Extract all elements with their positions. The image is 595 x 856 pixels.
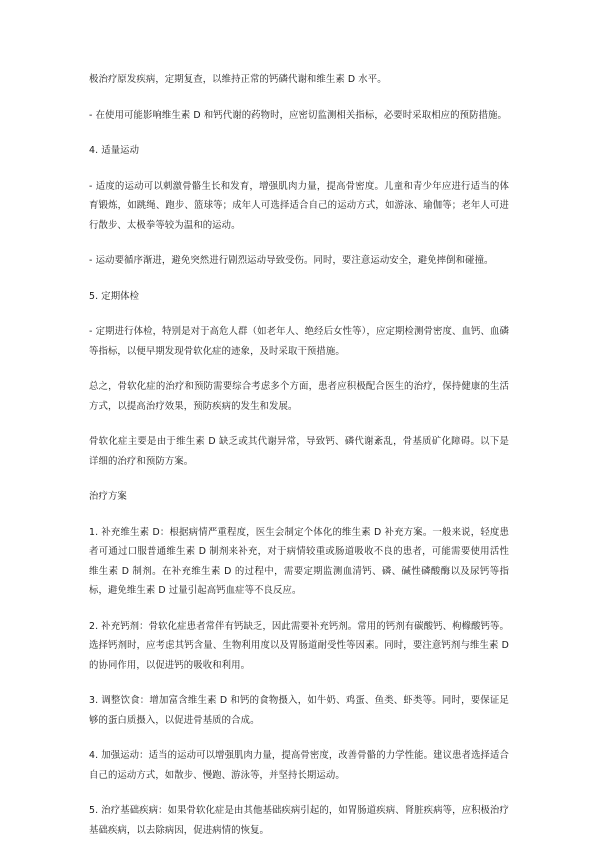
heading-moderate-exercise: 4. 适量运动	[89, 145, 140, 156]
heading-regular-checkup: 5. 定期体检	[89, 290, 140, 302]
paragraph-summary: 总之，骨软化症的治疗和预防需要综合考虑多个方面，患者应积极配合医生的治疗，保持健康的生活方式，以提高治疗效果，预防疾病的发生和发展。	[89, 381, 509, 412]
paragraph-intro: 骨软化症主要是由于维生素 D 缺乏或其代谢异常，导致钙、磷代谢紊乱，骨基质矿化障碍。以下是详细的治疗和预防方案。	[89, 436, 509, 467]
paragraph-exercise-benefits: - 适度的运动可以刺激骨骼生长和发育，增强肌肉力量，提高骨密度。儿童和青少年应进行适当的体育锻炼，如跳绳、跑步、篮球等；成年人可选择适合自己的运动方式，如游泳、瑜伽等；老年人可进行散步、太极拳等较为温和的运动。	[89, 180, 509, 231]
paragraph-exercise: 4. 加强运动：适当的运动可以增强肌肉力量，提高骨密度，改善骨骼的力学性能。建议患者选择适合自己的运动方式，如散步、慢跑、游泳等，并坚持长期运动。	[89, 750, 509, 781]
paragraph-diet: 3. 调整饮食：增加富含维生素 D 和钙的食物摄入，如牛奶、鸡蛋、鱼类、虾类等。同时，要保证足够的蛋白质摄入，以促进骨基质的合成。	[89, 695, 509, 726]
paragraph-underlying-disease: 5. 治疗基础疾病：如果骨软化症是由其他基础疾病引起的，如胃肠道疾病、肾脏疾病等，应积极治疗基础疾病，以去除病因，促进病情的恢复。	[89, 805, 509, 836]
paragraph-vitamin-d: 1. 补充维生素 D：根据病情严重程度，医生会制定个体化的维生素 D 补充方案。一般来说，轻度患者可通过口服普通维生素 D 制剂来补充，对于病情较重或肠道吸收不良的患者，可能需要使用活性维生素 D 制剂。在补充维生素 D 的过程中，需要定期监测血清钙、磷、碱性磷酸酶以及尿钙等指标，避免维生素 D 过量引起高钙血症等不良反应。	[89, 526, 509, 596]
paragraph-calcium: 2. 补充钙剂：骨软化症患者常伴有钙缺乏，因此需要补充钙剂。常用的钙剂有碳酸钙、枸橼酸钙等。选择钙剂时，应考虑其钙含量、生物利用度以及胃肠道耐受性等因素。同时，要注意钙剂与维生素 D 的协同作用，以促进钙的吸收和利用。	[89, 620, 509, 671]
paragraph-medication-monitoring: - 在使用可能影响维生素 D 和钙代谢的药物时，应密切监测相关指标，必要时采取相应的预防措施。	[89, 109, 507, 121]
document-page	[89, 70, 509, 856]
paragraph-checkup: - 定期进行体检，特别是对于高危人群（如老年人、绝经后女性等），应定期检测骨密度、血钙、血磷等指标，以便早期发现骨软化症的迹象，及时采取干预措施。	[89, 326, 509, 357]
paragraph-continuation: 极治疗原发疾病，定期复查，以维持正常的钙磷代谢和维生素 D 水平。	[89, 74, 387, 85]
heading-treatment-plan: 治疗方案	[89, 491, 127, 502]
paragraph-exercise-safety: - 运动要循序渐进，避免突然进行剧烈运动导致受伤。同时，要注意运动安全，避免摔倒和碰撞。	[89, 255, 494, 266]
